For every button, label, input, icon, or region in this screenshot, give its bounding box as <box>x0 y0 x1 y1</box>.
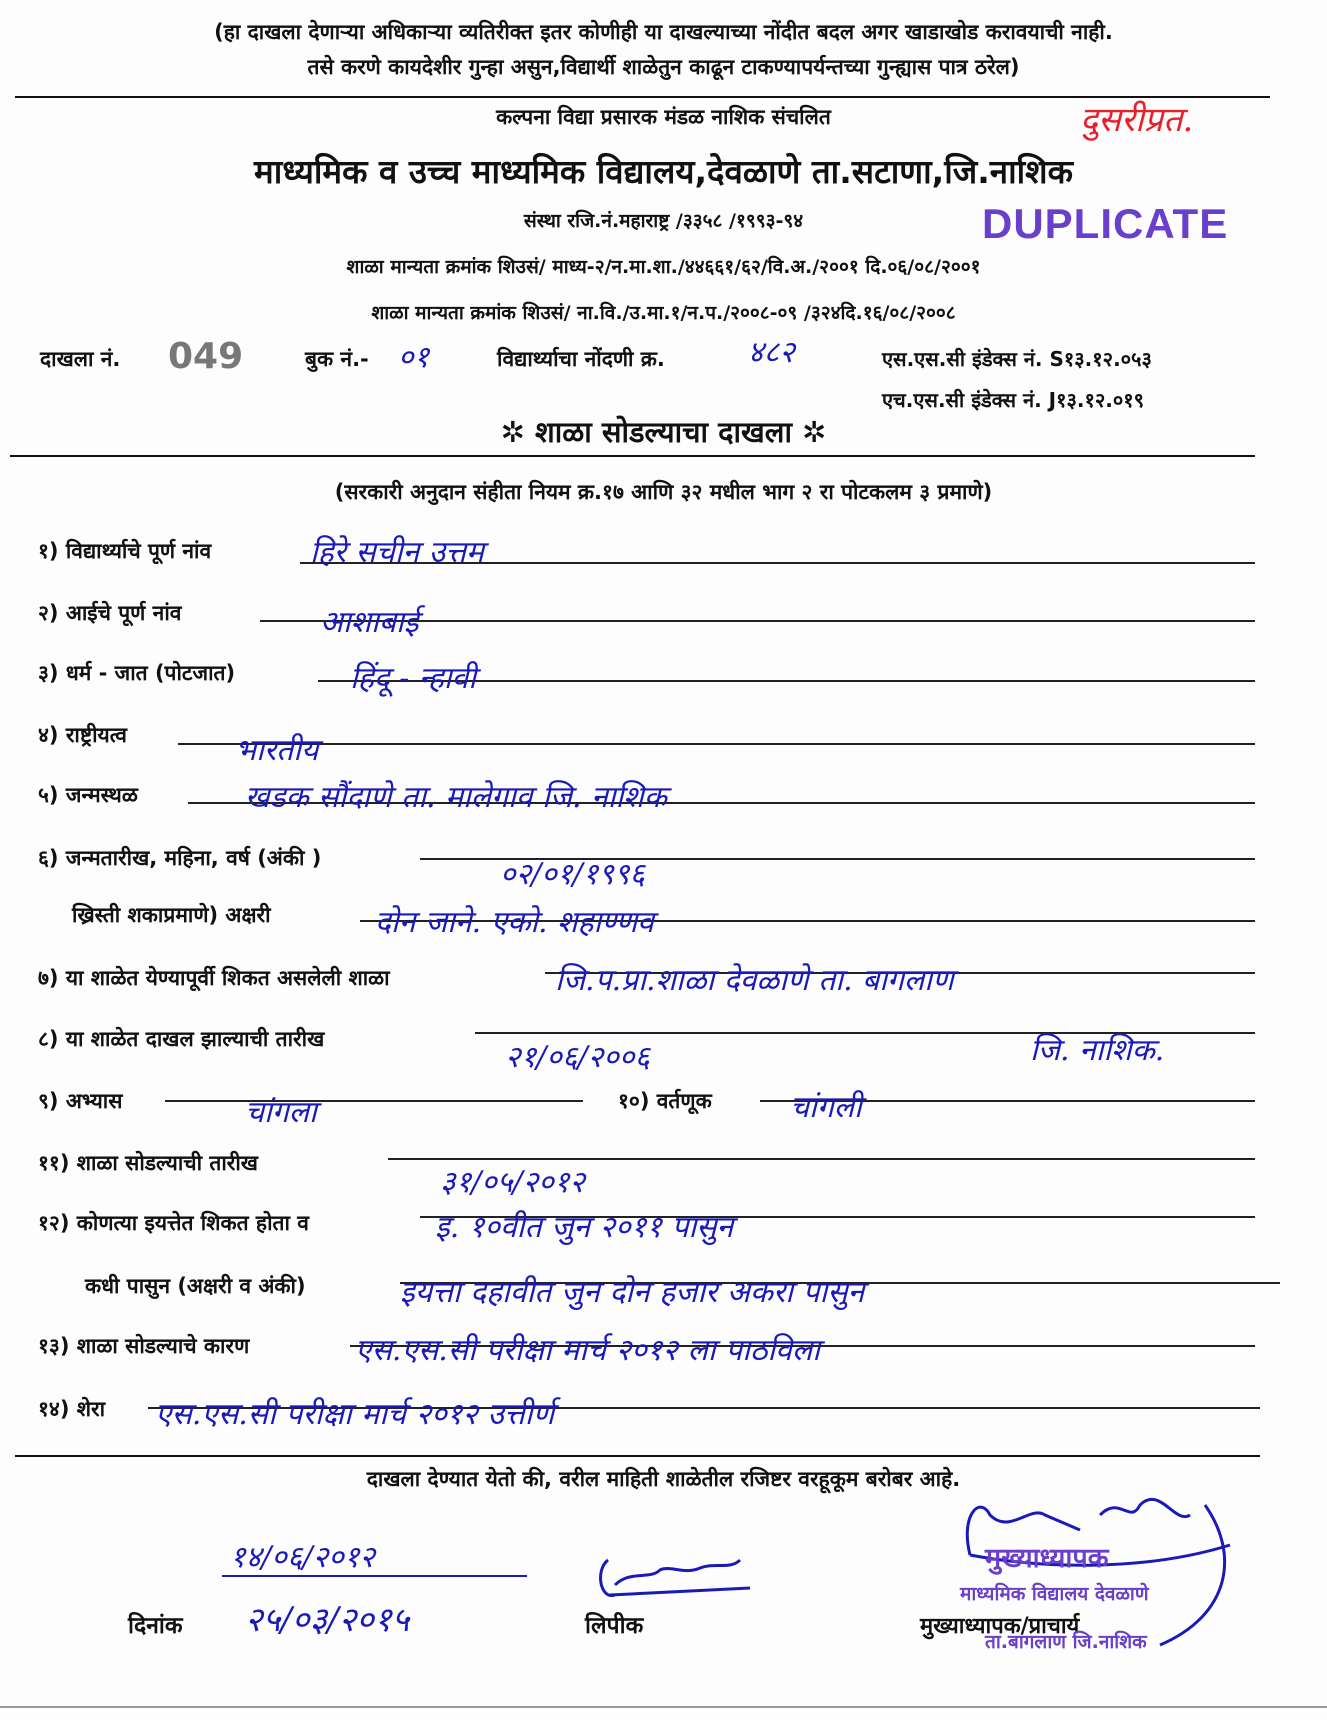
scan-edge <box>0 1706 1327 1708</box>
clerk-signature <box>590 1540 760 1610</box>
field-label: १२) कोणत्या इयत्तेत शिकत होता व <box>38 1211 309 1235</box>
hsc-index: एच.एस.सी इंडेक्स नं. J१३.१२.०१९ <box>882 388 1145 412</box>
duplicate-stamp: DUPLICATE <box>982 200 1229 247</box>
book-no-label: बुक नं.- <box>305 347 369 371</box>
warning-line-1: (हा दाखला देणाऱ्या अधिकाऱ्या व्यतिरीक्त इतर कोणीही या दाखल्याच्या नोंदीत बदल अगर खाडाखोड करावयाची नाही. <box>214 20 1113 44</box>
field-value: एस.एस.सी परीक्षा मार्च २०१२ ला पाठविला <box>355 1333 820 1368</box>
certificate-no-value: 049 <box>168 336 244 377</box>
field-value: ०२/०१/१९९६ <box>500 857 646 892</box>
field-value: हिंदू - न्हावी <box>350 661 476 696</box>
principal-label: मुख्याध्यापक/प्राचार्य <box>920 1614 1080 1639</box>
rule-note: (सरकारी अनुदान संहीता नियम क्र.१७ आणि ३२ मधील भाग २ रा पोटकलम ३ प्रमाणे) <box>334 480 993 504</box>
book-no-value: ०१ <box>398 340 430 375</box>
certificate-title: ✲ शाळा सोडल्याचा दाखला ✲ <box>500 415 827 449</box>
field-label: कधी पासुन (अक्षरी व अंकी) <box>85 1274 306 1298</box>
original-issue-date: १४/०६/२०१२ <box>230 1540 376 1575</box>
divider <box>15 1455 1260 1457</box>
field-value: भारतीय <box>235 733 319 768</box>
stamp-line-2: ता.बागलाण जि.नाशिक <box>985 1631 1147 1653</box>
copy-note: दुसरीप्रत. <box>1080 100 1194 140</box>
field-label: २) आईचे पूर्ण नांव <box>38 601 182 625</box>
field-value: हिरे सचीन उत्तम <box>310 535 484 570</box>
stamp-line-1: माध्यमिक विद्यालय देवळाणे <box>960 1583 1149 1605</box>
field-label: १) विद्यार्थ्याचे पूर्ण नांव <box>38 539 212 563</box>
field-label: ८) या शाळेत दाखल झाल्याची तारीख <box>38 1027 325 1051</box>
field-value: इ. १०वीत जुन २०११ पासुन <box>435 1210 734 1245</box>
field-label: ४) राष्ट्रीयत्व <box>38 723 127 747</box>
divider <box>10 455 1255 457</box>
recognition-1: शाळा मान्यता क्रमांक शिउसं/ माध्य-२/न.मा.शा./४४६६१/६२/वि.अ./२००१ दि.०६/०८/२००१ <box>346 256 981 278</box>
field-label: ख्रिस्ती शकाप्रमाणे) अक्षरी <box>72 903 271 927</box>
student-reg-label: विद्यार्थ्याचा नोंदणी क्र. <box>497 347 665 371</box>
clerk-label: लिपीक <box>585 1613 644 1639</box>
stamp-title: मुख्याध्यापक <box>985 1543 1109 1574</box>
field-value: एस.एस.सी परीक्षा मार्च २०१२ उत्तीर्ण <box>155 1397 555 1432</box>
field-value: चांगली <box>790 1090 862 1125</box>
date-label: दिनांक <box>128 1613 183 1639</box>
field-label: १४) शेरा <box>38 1397 106 1421</box>
student-reg-value: ४८२ <box>748 335 795 370</box>
field-value: इयत्ता दहावीत जुन दोन हजार अकरा पासुन <box>400 1275 865 1310</box>
field-value: खडक सौंदाणे ता. मालेगाव जि. नाशिक <box>245 780 667 815</box>
ssc-index: एस.एस.सी इंडेक्स नं. S१३.१२.०५३ <box>882 347 1152 371</box>
certificate-no-label: दाखला नं. <box>40 347 121 371</box>
field-label: १०) वर्तणूक <box>618 1089 712 1113</box>
field-label: १३) शाळा सोडल्याचे कारण <box>38 1334 250 1358</box>
field-label: ९) अभ्यास <box>38 1089 123 1113</box>
field-value: दोन जाने. एको. शहाण्णव <box>375 905 654 940</box>
field-value: २१/०६/२००६ <box>505 1040 651 1075</box>
field-label: ७) या शाळेत येण्यापूर्वी शिकत असलेली शाळा <box>38 966 390 990</box>
field-value: जि.प.प्रा.शाळा देवळाणे ता. बागलाण <box>555 963 954 998</box>
field-label: ३) धर्म - जात (पोटजात) <box>38 661 236 685</box>
field-value: ३१/०५/२०१२ <box>440 1165 586 1200</box>
society-name: कल्पना विद्या प्रसारक मंडळ नाशिक संचलित <box>496 105 831 129</box>
field-label: ५) जन्मस्थळ <box>38 783 138 807</box>
warning-line-2: तसे करणे कायदेशीर गुन्हा असुन,विद्यार्थी शाळेतुन काढून टाकण्यापर्यन्तच्या गुन्ह्यास पात्र ठरेल) <box>307 55 1020 79</box>
recognition-2: शाळा मान्यता क्रमांक शिउसं/ ना.वि./उ.मा.१/न.प./२००८-०९ /३२४दि.१६/०८/२००८ <box>371 302 956 324</box>
field-line <box>165 1100 583 1102</box>
date-underline <box>222 1575 527 1577</box>
field-value-continued: जि. नाशिक. <box>1030 1033 1165 1068</box>
field-value: आशाबाई <box>320 605 419 640</box>
certification-statement: दाखला देण्यात येतो की, वरील माहिती शाळेतील रजिष्टर वरहूकूम बरोबर आहे. <box>366 1467 961 1491</box>
field-line <box>178 743 1255 745</box>
registration: संस्था रजि.नं.महाराष्ट्र /३३५८ /१९९३-९४ <box>523 210 804 232</box>
school-name: माध्यमिक व उच्च माध्यमिक विद्यालय,देवळाणे ता.सटाणा,जि.नाशिक <box>254 152 1073 191</box>
field-value: चांगला <box>245 1095 317 1130</box>
date-value: २५/०३/२०१५ <box>245 1600 410 1640</box>
field-label: ६) जन्मतारीख, महिना, वर्ष (अंकी ) <box>38 846 322 870</box>
field-label: ११) शाळा सोडल्याची तारीख <box>38 1151 258 1175</box>
